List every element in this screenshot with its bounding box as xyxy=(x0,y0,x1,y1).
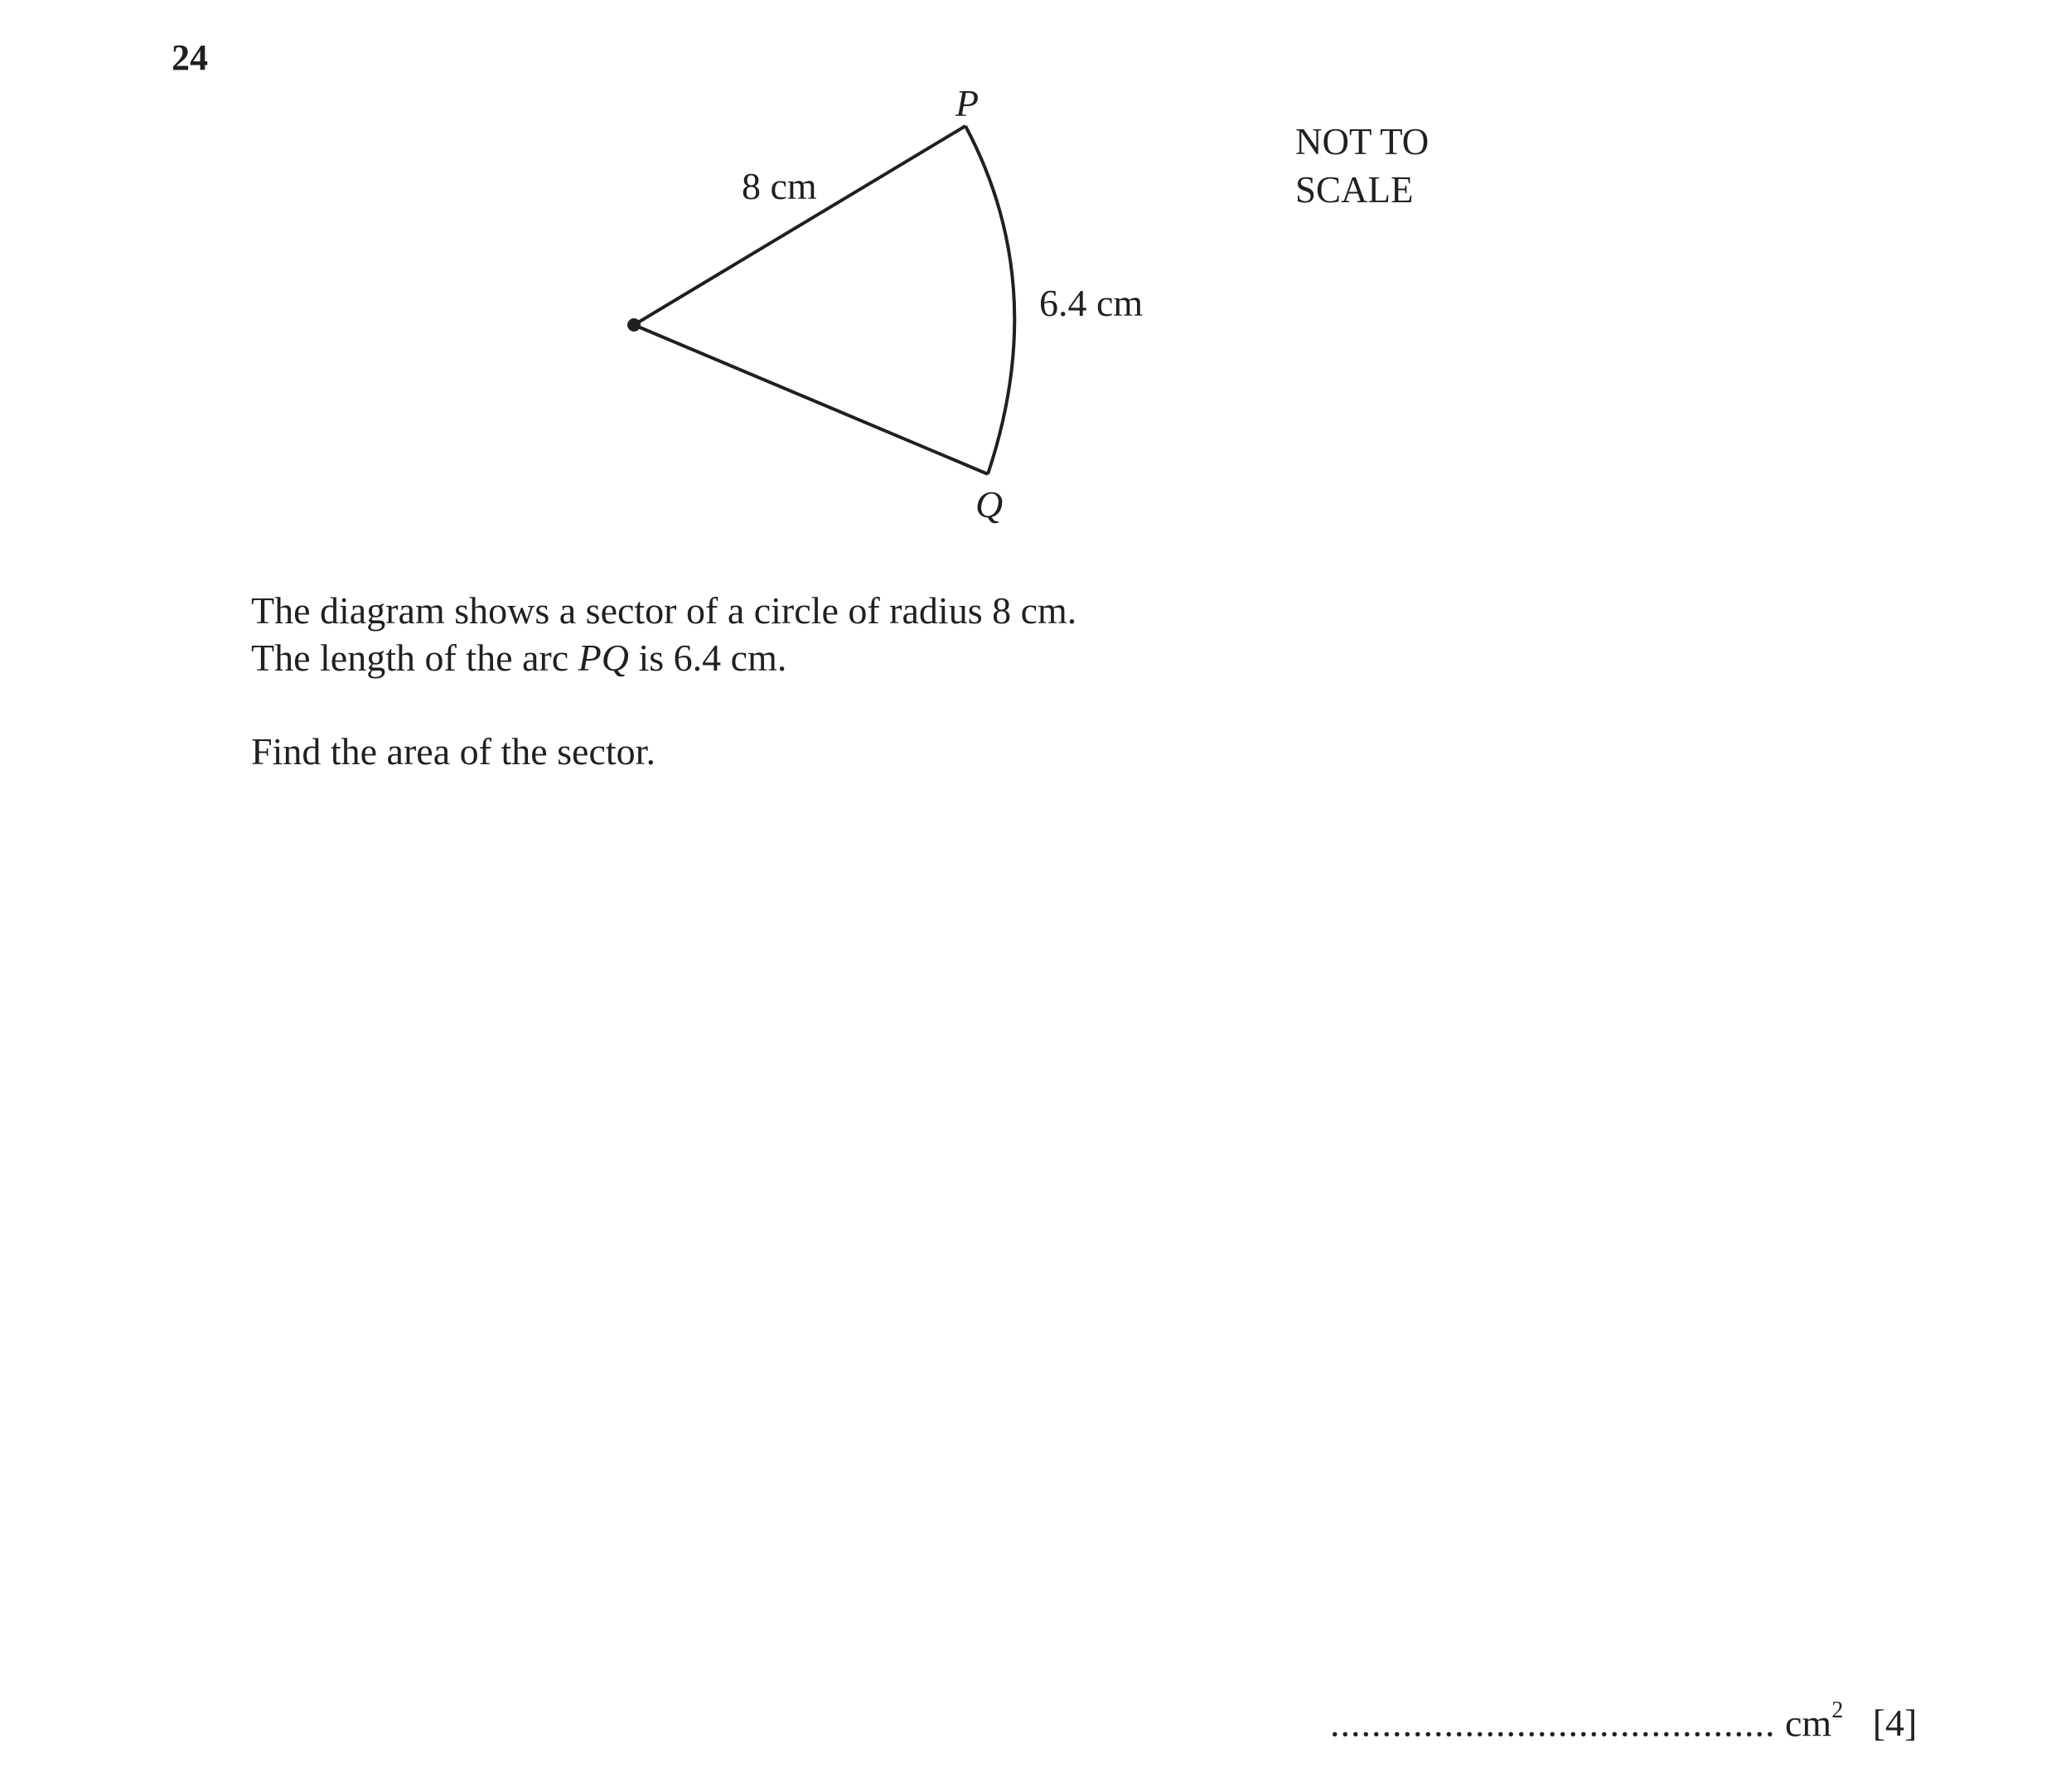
question-line-1: The diagram shows a sector of a circle of radius 8 cm. xyxy=(251,589,1077,632)
question-text xyxy=(251,587,1076,775)
answer-unit: cm xyxy=(1785,1702,1832,1745)
radius-op xyxy=(634,126,965,325)
label-arc-length: 6.4 cm xyxy=(1039,282,1144,324)
note-line-2: SCALE xyxy=(1295,169,1414,211)
question-line-2 xyxy=(251,634,1076,681)
not-to-scale-note xyxy=(1295,118,1429,214)
sector-diagram xyxy=(0,0,2056,580)
radius-oq xyxy=(634,325,988,474)
label-radius: 8 cm xyxy=(742,165,817,207)
answer-space[interactable]: ........................................... xyxy=(1330,1702,1776,1745)
answer-unit-power: 2 xyxy=(1831,1698,1844,1723)
note-line-1: NOT TO xyxy=(1295,121,1430,162)
arc-pq xyxy=(965,126,1014,474)
question-number: 24 xyxy=(172,37,208,78)
centre-point xyxy=(627,318,641,332)
label-point-q: Q xyxy=(975,483,1004,525)
answer-line xyxy=(1330,1698,1918,1745)
question-line-2-start: The length of the arc xyxy=(251,637,578,679)
marks-allocation: [4] xyxy=(1872,1702,1918,1745)
arc-name: PQ xyxy=(578,637,629,679)
question-line-2-end: is 6.4 cm. xyxy=(629,637,787,679)
label-point-p: P xyxy=(955,82,980,124)
question-instruction: Find the area of the sector. xyxy=(251,730,656,772)
